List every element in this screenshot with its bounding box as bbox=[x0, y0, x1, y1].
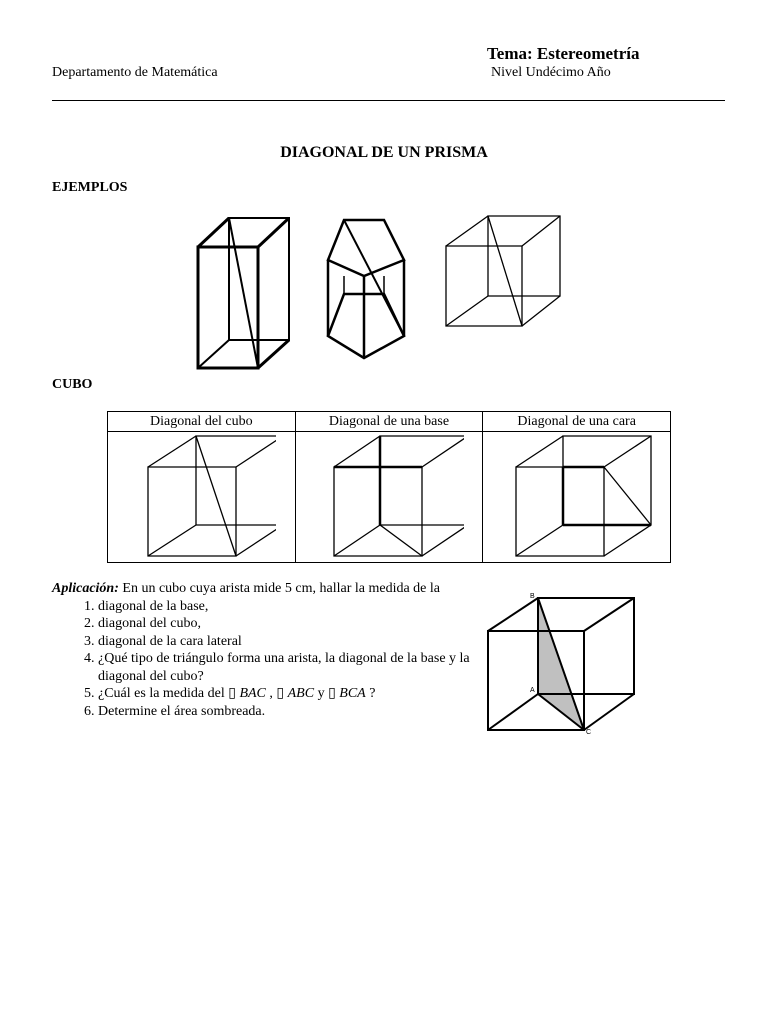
section-cubo: CUBO bbox=[52, 377, 93, 392]
vertex-label-a: A bbox=[530, 687, 535, 694]
base-diagonal-figure bbox=[314, 433, 464, 557]
prism-example-pentagonal bbox=[320, 212, 412, 362]
vertex-label-c: C bbox=[586, 729, 592, 736]
list-item: 4. ¿Qué tipo de triángulo forma una arista, la diagonal de la base y la diagonal del cubo? bbox=[98, 650, 482, 685]
application-list bbox=[52, 598, 482, 721]
cube-diagonal-figure bbox=[126, 433, 276, 557]
header-cube-diagonal: Diagonal del cubo bbox=[108, 412, 296, 432]
application-label: Aplicación: bbox=[52, 581, 119, 596]
page-title: DIAGONAL DE UN PRISMA bbox=[280, 144, 488, 161]
angle-symbol: ▯ bbox=[276, 686, 285, 701]
vertex-label-b: B bbox=[530, 593, 535, 600]
list-item: 3. diagonal de la cara lateral bbox=[98, 633, 482, 651]
angle-symbol: ▯ bbox=[228, 686, 236, 701]
shaded-triangle-cube bbox=[480, 588, 640, 736]
cell-face-diagonal bbox=[483, 432, 671, 563]
cell-base-diagonal bbox=[295, 432, 483, 563]
header-face-diagonal: Diagonal de una cara bbox=[483, 412, 671, 432]
header-divider bbox=[52, 100, 725, 101]
department-label: Departamento de Matemática bbox=[52, 65, 218, 80]
prism-example-tall bbox=[190, 210, 300, 375]
header-base-diagonal: Diagonal de una base bbox=[295, 412, 483, 432]
angle-bca: BCA bbox=[339, 686, 366, 701]
application-intro: Aplicación: En un cubo cuya arista mide 5 cm, hallar la medida de la bbox=[52, 581, 440, 596]
cube-diagonals-table bbox=[107, 411, 671, 563]
topic-heading: Tema: Estereometría bbox=[487, 44, 640, 63]
angle-symbol: ▯ bbox=[328, 686, 336, 701]
face-diagonal-figure bbox=[502, 433, 652, 557]
cell-cube-diagonal bbox=[108, 432, 296, 563]
prism-example-cube bbox=[440, 212, 565, 332]
application-block bbox=[52, 580, 482, 720]
angle-bac: BAC bbox=[239, 686, 266, 701]
level-label: Nivel Undécimo Año bbox=[491, 65, 611, 80]
list-item: 6. Determine el área sombreada. bbox=[98, 703, 482, 721]
angle-abc: ABC bbox=[287, 686, 315, 701]
list-item: 5. ¿Cuál es la medida del ▯ BAC , ▯ ABC y ▯ BCA ? bbox=[98, 685, 482, 703]
section-ejemplos: EJEMPLOS bbox=[52, 180, 128, 195]
list-item: 2. diagonal del cubo, bbox=[98, 615, 482, 633]
list-item: 1. diagonal de la base, bbox=[98, 598, 482, 616]
